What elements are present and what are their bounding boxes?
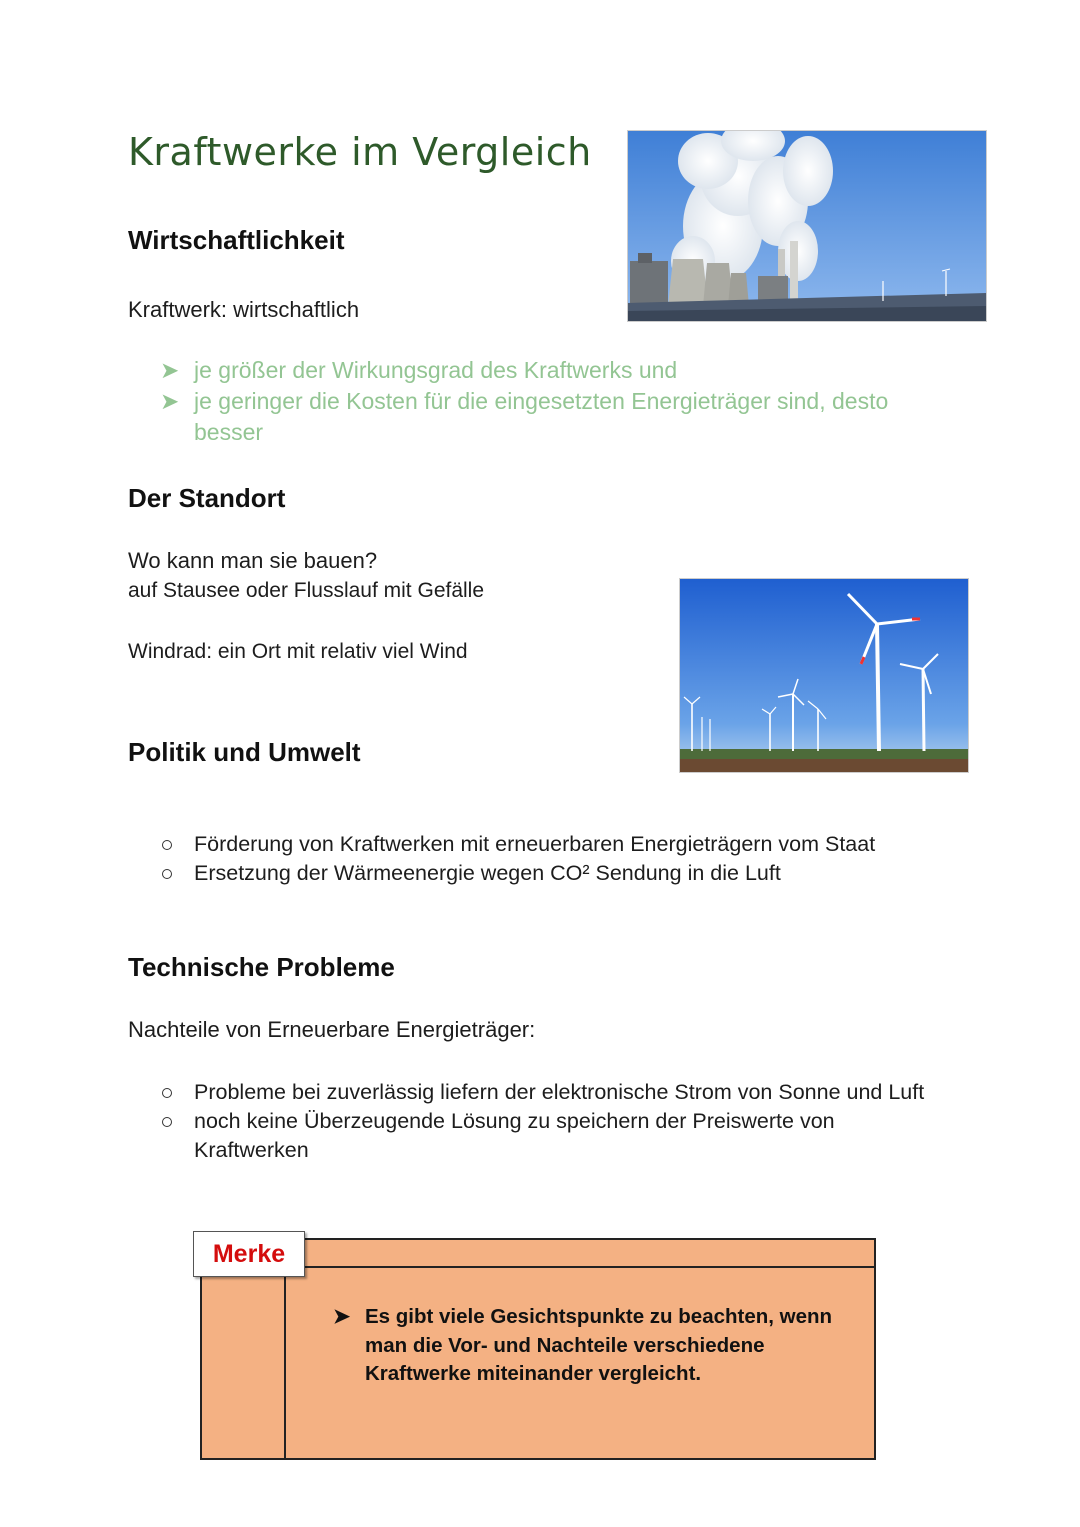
standort-answer: auf Stausee oder Flusslauf mit Gefälle [128,579,485,602]
circle-bullet-icon [162,840,172,850]
arrow-bullet-icon: ➤ [333,1305,351,1328]
wind-turbines-illustration [680,579,968,772]
list-item: ➤ je größer der Wirkungsgrad des Kraftwerks und [160,355,920,386]
power-plant-illustration [628,131,986,321]
merke-divider [284,1266,286,1460]
merke-label: Merke [193,1231,305,1277]
page-title: Kraftwerke im Vergleich [128,130,592,174]
standort-question: Wo kann man sie bauen? [128,548,378,573]
circle-bullet-icon [162,1088,172,1098]
arrow-bullet-icon: ➤ [160,388,180,414]
heading-technik: Technische Probleme [128,952,395,982]
list-item: ➤ Es gibt viele Gesichtspunkte zu beachten, wenn man die Vor- und Nachteile verschiedene Kraftwerke miteinander vergleicht. [333,1305,833,1385]
circle-bullet-icon [162,1117,172,1127]
arrow-bullet-icon: ➤ [160,357,180,383]
standort-windrad: Windrad: ein Ort mit relativ viel Wind [128,640,468,663]
technik-intro: Nachteile von Erneuerbare Energieträger: [128,1017,536,1042]
wind-turbines-image [679,578,969,773]
politik-list [160,830,980,888]
list-item: Probleme bei zuverlässig liefern der elektronische Strom von Sonne und Luft [160,1078,950,1107]
list-item: Ersetzung der Wärmeenergie wegen CO² Sendung in die Luft [160,859,980,888]
heading-wirtschaftlichkeit: Wirtschaftlichkeit [128,225,345,255]
circle-bullet-icon [162,869,172,879]
merke-text [333,1303,853,1389]
list-item: ➤ je geringer die Kosten für die eingesetzten Energieträger sind, desto besser [160,388,889,445]
technik-list [160,1078,950,1165]
wirtschaftlichkeit-intro: Kraftwerk: wirtschaftlich [128,297,360,322]
heading-politik: Politik und Umwelt [128,737,361,767]
power-plant-image [627,130,987,322]
heading-standort: Der Standort [128,483,286,513]
wirtschaftlichkeit-list [160,355,920,448]
list-item: Förderung von Kraftwerken mit erneuerbaren Energieträgern vom Staat [160,830,980,859]
list-item: noch keine Überzeugende Lösung zu speichern der Preiswerte von Kraftwerken [160,1107,874,1165]
